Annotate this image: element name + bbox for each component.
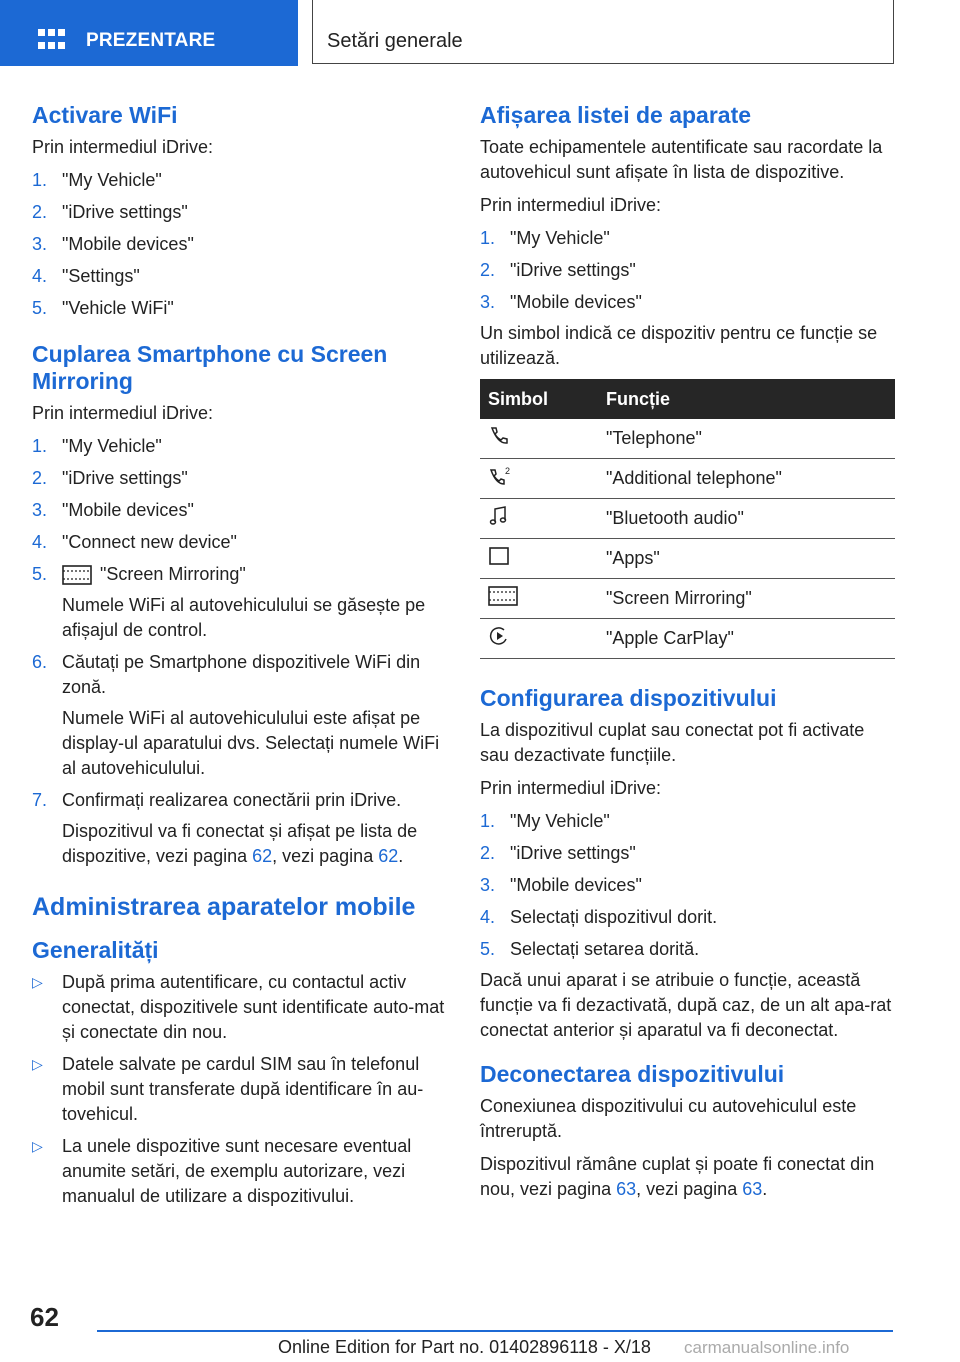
list-item: 1. "My Vehicle": [32, 436, 162, 456]
table-row: [480, 419, 895, 459]
screen-mirroring-icon: [62, 564, 92, 586]
page-link[interactable]: 62: [378, 846, 399, 866]
list-item: 1. "My Vehicle": [480, 811, 610, 831]
page-number: 62: [30, 1302, 59, 1332]
list-item: 1. "My Vehicle": [480, 228, 610, 248]
disconnect-text: Conexiunea dispozitivului cu autovehiculul este întreruptă.: [480, 1096, 857, 1141]
list-item: 2. "iDrive settings": [32, 468, 188, 488]
device-list-after: Un simbol indică ce dispozitiv pentru ce funcție se utilizează.: [480, 323, 878, 368]
wifi-heading: Activare WiFi: [32, 102, 178, 128]
telephone-icon: [488, 425, 510, 447]
table-row: [480, 619, 895, 659]
right-column: [480, 102, 894, 1210]
mirroring-steps: [32, 434, 446, 869]
screen-mirroring-icon: [488, 585, 518, 607]
list-item: 1. "My Vehicle": [32, 170, 162, 190]
grid-icon: [38, 29, 66, 51]
table-row: [480, 499, 895, 539]
music-note-icon: [488, 505, 510, 527]
list-item: 2. "iDrive settings": [480, 843, 636, 863]
list-item: ▷ Datele salvate pe cardul SIM sau în telefonul mobil sunt transferate după identificare în au-tovehicul.: [32, 1054, 424, 1124]
additional-telephone-icon: [488, 465, 512, 487]
list-item: 5. Selectați setarea dorită.: [480, 939, 700, 959]
overview-tab-label: PREZENTARE: [86, 30, 216, 51]
list-item: 6. Căutați pe Smartphone dispozitivele WiFi din zonă. Numele WiFi al autovehiculului este afișat pe display-ul aparatului dvs. Selectați numele WiFi al autovehiculului.: [32, 652, 440, 778]
device-list-intro: Prin intermediul iDrive:: [480, 195, 662, 215]
section-title: Setări generale: [327, 30, 463, 52]
list-item: 2. "iDrive settings": [480, 260, 636, 280]
page-header: [0, 0, 960, 66]
table-header: [480, 379, 895, 419]
list-item: ▷ La unele dispozitive sunt necesare eventual anumite setări, de exemplu autorizare, vezi manualul de utilizare a dispozitivului.: [32, 1136, 412, 1206]
list-item: 7. Confirmați realizarea conectării prin iDrive. Dispozitivul va fi conectat și afișat pe lista de dispozitive, vezi pagina 62, vezi pagina 62.: [32, 790, 418, 866]
table-cell: "Apps": [598, 539, 895, 579]
wifi-intro: Prin intermediul iDrive:: [32, 137, 214, 157]
overview-tab[interactable]: [0, 0, 298, 66]
list-item: 2. "iDrive settings": [32, 202, 188, 222]
edition-text: Online Edition for Part no. 01402896118 - X/18: [278, 1337, 651, 1357]
table-row: [480, 539, 895, 579]
list-item: 5. "Vehicle WiFi": [32, 298, 174, 318]
table-cell: "Telephone": [598, 419, 895, 459]
list-item: ▷ După prima autentificare, cu contactul activ conectat, dispozitivele sunt identificate auto-mat și conectate din nou.: [32, 972, 445, 1042]
list-item: 3. "Mobile devices": [32, 500, 194, 520]
page-link[interactable]: 62: [252, 846, 273, 866]
symbol-table: [480, 379, 895, 659]
table-row: [480, 579, 895, 619]
general-heading: Generalități: [32, 937, 159, 963]
list-item: 3. "Mobile devices": [480, 875, 642, 895]
list-item: 4. "Settings": [32, 266, 140, 286]
config-intro: Prin intermediul iDrive:: [480, 778, 662, 798]
wifi-steps: [32, 168, 446, 321]
list-item: 3. "Mobile devices": [32, 234, 194, 254]
device-list-heading: Afișarea listei de aparate: [480, 102, 752, 128]
mirroring-intro: Prin intermediul iDrive:: [32, 403, 214, 423]
apps-square-icon: [488, 545, 510, 567]
table-cell: "Apple CarPlay": [598, 619, 895, 659]
carplay-icon: [488, 625, 510, 647]
column-header: Simbol: [480, 379, 598, 419]
config-after: Dacă unui aparat i se atribuie o funcție, această funcție va fi dezactivată, după caz, de un alt apa-rat conectat anterior și aparatul va fi deconectat.: [480, 970, 892, 1040]
left-column: [32, 102, 446, 1216]
page-link[interactable]: 63: [616, 1179, 637, 1199]
config-heading: Configurarea dispozitivului: [480, 685, 777, 711]
device-list-steps: [480, 226, 894, 315]
list-item: 3. "Mobile devices": [480, 292, 642, 312]
general-bullets: [32, 970, 446, 1209]
section-title-tab: [312, 0, 894, 64]
device-list-text: Toate echipamentele autentificate sau racordate la autovehicul sunt afișate în lista de dispozitive.: [480, 137, 883, 182]
disconnect-heading: Deconectarea dispozitivului: [480, 1061, 785, 1087]
table-cell: "Additional telephone": [598, 459, 895, 499]
table-cell: "Bluetooth audio": [598, 499, 895, 539]
page-link[interactable]: 63: [742, 1179, 763, 1199]
list-item: 4. Selectați dispozitivul dorit.: [480, 907, 718, 927]
footer-divider: [97, 1330, 893, 1332]
admin-heading: Administrarea aparatelor mobile: [32, 893, 416, 921]
config-steps: [480, 809, 894, 962]
list-item: 4. "Connect new device": [32, 532, 237, 552]
table-cell: "Screen Mirroring": [598, 579, 895, 619]
watermark: carmanualsonline.info: [684, 1338, 850, 1357]
svg-text:2: 2: [505, 466, 511, 476]
table-row: [480, 459, 895, 499]
config-text: La dispozitivul cuplat sau conectat pot fi activate sau dezactivate funcțiile.: [480, 720, 865, 765]
disconnect-text-2: Dispozitivul rămâne cuplat și poate fi conectat din nou, vezi pagina 63, vezi pagina 63.: [480, 1154, 875, 1199]
list-item: 5. "Screen Mirroring" Numele WiFi al autovehiculului se găsește pe afișajul de control.: [32, 564, 426, 640]
column-header: Funcție: [598, 379, 895, 419]
mirroring-heading: Cuplarea Smartphone cu Screen Mirroring: [32, 341, 388, 394]
